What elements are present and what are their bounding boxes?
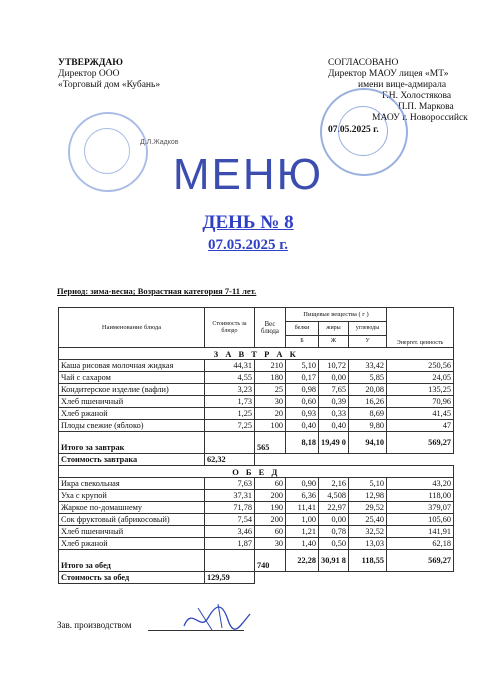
dish-energy: 135,25 <box>387 384 454 396</box>
breakfast-cost-label: Стоимость завтрака <box>59 454 205 466</box>
agree-date: 07.05.2025 г. <box>328 125 379 135</box>
dish-carbs: 8,69 <box>349 408 387 420</box>
dish-name: Чай с сахаром <box>59 372 205 384</box>
dish-fat: 22,97 <box>319 502 349 514</box>
dish-weight: 180 <box>255 372 286 384</box>
approve-line1: Директор ООО <box>58 69 120 79</box>
col-weight-header: Вес блюда <box>255 308 286 348</box>
col-carbs-header: углеводы <box>349 322 387 336</box>
dish-protein: 1,40 <box>286 538 319 550</box>
dish-protein: 6,36 <box>286 490 319 502</box>
dish-carbs: 9,80 <box>349 420 387 432</box>
breakfast-total-label: Итого за завтрак <box>59 432 205 454</box>
dish-cost: 1,87 <box>205 538 255 550</box>
dish-fat: 4,508 <box>319 490 349 502</box>
dish-carbs: 20,08 <box>349 384 387 396</box>
dish-protein: 1,21 <box>286 526 319 538</box>
dish-protein: 5,10 <box>286 360 319 372</box>
dish-energy: 118,00 <box>387 490 454 502</box>
dish-weight: 200 <box>255 490 286 502</box>
dish-energy: 47 <box>387 420 454 432</box>
breakfast-total-carbs: 94,10 <box>349 432 387 454</box>
dish-energy: 24,05 <box>387 372 454 384</box>
breakfast-total-weight: 565 <box>255 432 286 454</box>
dish-weight: 30 <box>255 396 286 408</box>
dish-protein: 0,93 <box>286 408 319 420</box>
dish-fat: 0,00 <box>319 514 349 526</box>
approve-signer: Д.Л.Жадков <box>140 139 179 146</box>
agree-line5: МАОУ г. Новороссийск <box>372 113 468 123</box>
day-number: ДЕНЬ № 8 <box>202 212 294 233</box>
col-name-header: Наименование блюда <box>59 308 205 348</box>
menu-table <box>58 307 454 584</box>
breakfast-cost-spacer <box>255 454 454 466</box>
menu-row <box>59 420 454 432</box>
breakfast-total-cost <box>205 432 255 454</box>
approve-line2: «Торговый дом «Кубань» <box>58 80 161 90</box>
breakfast-total-fat: 19,49 0 <box>319 432 349 454</box>
dish-cost: 3,46 <box>205 526 255 538</box>
approve-heading: УТВЕРЖДАЮ <box>58 58 123 68</box>
breakfast-total-protein: 8,18 <box>286 432 319 454</box>
agree-line2: имени вице-адмирала <box>358 80 447 90</box>
breakfast-title: З А В Т Р А К <box>59 348 454 360</box>
dish-protein: 0,60 <box>286 396 319 408</box>
lunch-cost-value: 129,59 <box>205 572 255 584</box>
dish-weight: 60 <box>255 526 286 538</box>
lunch-cost-spacer <box>255 572 454 584</box>
page-title: МЕНЮ <box>172 150 324 199</box>
breakfast-cost-value: 62,32 <box>205 454 255 466</box>
dish-weight: 210 <box>255 360 286 372</box>
col-cost-header: Стоимость за блюдо <box>205 308 255 348</box>
dish-weight: 190 <box>255 502 286 514</box>
dish-cost: 7,25 <box>205 420 255 432</box>
dish-name: Хлеб пшеничный <box>59 396 205 408</box>
lunch-title: О Б Е Д <box>59 466 454 478</box>
dish-carbs: 33,42 <box>349 360 387 372</box>
lunch-total-energy: 569,27 <box>387 550 454 572</box>
breakfast-rows <box>59 360 454 432</box>
dish-energy: 105,60 <box>387 514 454 526</box>
dish-cost: 44,31 <box>205 360 255 372</box>
dish-name: Жаркое по-домашнему <box>59 502 205 514</box>
dish-carbs: 32,52 <box>349 526 387 538</box>
dish-name: Кондитерское изделие (вафли) <box>59 384 205 396</box>
approve-block <box>58 58 160 91</box>
dish-name: Хлеб ржаной <box>59 538 205 550</box>
dish-name: Хлеб пшеничный <box>59 526 205 538</box>
dish-carbs: 25,40 <box>349 514 387 526</box>
dish-energy: 70,96 <box>387 396 454 408</box>
dish-name: Уха с крупой <box>59 490 205 502</box>
dish-fat: 0,00 <box>319 372 349 384</box>
dish-energy: 62,18 <box>387 538 454 550</box>
menu-row <box>59 396 454 408</box>
dish-cost: 7,54 <box>205 514 255 526</box>
col-nutrients-header: Пищевые вещества ( г ) <box>286 308 387 322</box>
dish-protein: 1,00 <box>286 514 319 526</box>
lunch-total-label: Итого за обед <box>59 550 205 572</box>
breakfast-total-energy: 569,27 <box>387 432 454 454</box>
dish-carbs: 5,10 <box>349 478 387 490</box>
dish-protein: 0,17 <box>286 372 319 384</box>
menu-row <box>59 538 454 550</box>
col-fat-short: Ж <box>319 336 349 348</box>
col-protein-short: Б <box>286 336 319 348</box>
col-protein-header: белки <box>286 322 319 336</box>
menu-row <box>59 478 454 490</box>
dish-carbs: 5,85 <box>349 372 387 384</box>
dish-protein: 0,90 <box>286 478 319 490</box>
dish-fat: 0,50 <box>319 538 349 550</box>
dish-cost: 7,63 <box>205 478 255 490</box>
dish-name: Икра свекольная <box>59 478 205 490</box>
dish-fat: 0,40 <box>319 420 349 432</box>
dish-carbs: 16,26 <box>349 396 387 408</box>
dish-fat: 10,72 <box>319 360 349 372</box>
col-carbs-short: У <box>349 336 387 348</box>
lunch-total-cost <box>205 550 255 572</box>
lunch-total-weight: 740 <box>255 550 286 572</box>
footer-label: Зав. производством <box>57 620 132 630</box>
dish-name: Каша рисовая молочная жидкая <box>59 360 205 372</box>
lunch-total-fat: 30,91 8 <box>319 550 349 572</box>
menu-row <box>59 372 454 384</box>
dish-fat: 0,39 <box>319 396 349 408</box>
dish-energy: 43,20 <box>387 478 454 490</box>
dish-cost: 1,73 <box>205 396 255 408</box>
dish-protein: 11,41 <box>286 502 319 514</box>
dish-carbs: 13,03 <box>349 538 387 550</box>
menu-date: 07.05.2025 г. <box>207 237 289 253</box>
col-energy-header: Энергет. ценность <box>387 308 454 348</box>
dish-energy: 41,45 <box>387 408 454 420</box>
menu-row <box>59 526 454 538</box>
col-fat-header: жиры <box>319 322 349 336</box>
menu-row <box>59 408 454 420</box>
dish-cost: 71,78 <box>205 502 255 514</box>
dish-protein: 0,98 <box>286 384 319 396</box>
dish-name: Хлеб ржаной <box>59 408 205 420</box>
dish-weight: 200 <box>255 514 286 526</box>
dish-fat: 7,65 <box>319 384 349 396</box>
period-line: Период: зима-весна; Возрастная категория 7-11 лет. <box>57 286 257 296</box>
dish-carbs: 29,52 <box>349 502 387 514</box>
menu-row <box>59 490 454 502</box>
dish-name: Сок фруктовый (абрикосовый) <box>59 514 205 526</box>
dish-weight: 60 <box>255 478 286 490</box>
dish-carbs: 12,98 <box>349 490 387 502</box>
dish-cost: 37,31 <box>205 490 255 502</box>
agree-line3: Г.Н. Холостякова <box>382 91 452 101</box>
dish-energy: 141,91 <box>387 526 454 538</box>
dish-weight: 25 <box>255 384 286 396</box>
dish-fat: 0,78 <box>319 526 349 538</box>
menu-row <box>59 360 454 372</box>
dish-cost: 3,23 <box>205 384 255 396</box>
dish-energy: 250,56 <box>387 360 454 372</box>
dish-weight: 30 <box>255 538 286 550</box>
menu-row <box>59 502 454 514</box>
dish-fat: 0,33 <box>319 408 349 420</box>
dish-energy: 379,07 <box>387 502 454 514</box>
menu-row <box>59 514 454 526</box>
dish-cost: 4,55 <box>205 372 255 384</box>
menu-row <box>59 384 454 396</box>
dish-fat: 2,16 <box>319 478 349 490</box>
agree-line4: П.П. Маркова <box>398 102 454 112</box>
dish-weight: 100 <box>255 420 286 432</box>
agree-heading: СОГЛАСОВАНО <box>328 58 399 68</box>
lunch-cost-label: Стоимость за обед <box>59 572 205 584</box>
signature-icon <box>178 596 258 636</box>
lunch-total-carbs: 118,55 <box>349 550 387 572</box>
dish-weight: 20 <box>255 408 286 420</box>
lunch-total-protein: 22,28 <box>286 550 319 572</box>
dish-protein: 0,40 <box>286 420 319 432</box>
agree-line1: Директор МАОУ лицея «МТ» <box>328 69 449 79</box>
lunch-rows <box>59 478 454 550</box>
dish-name: Плоды свежие (яблоко) <box>59 420 205 432</box>
dish-cost: 1,25 <box>205 408 255 420</box>
